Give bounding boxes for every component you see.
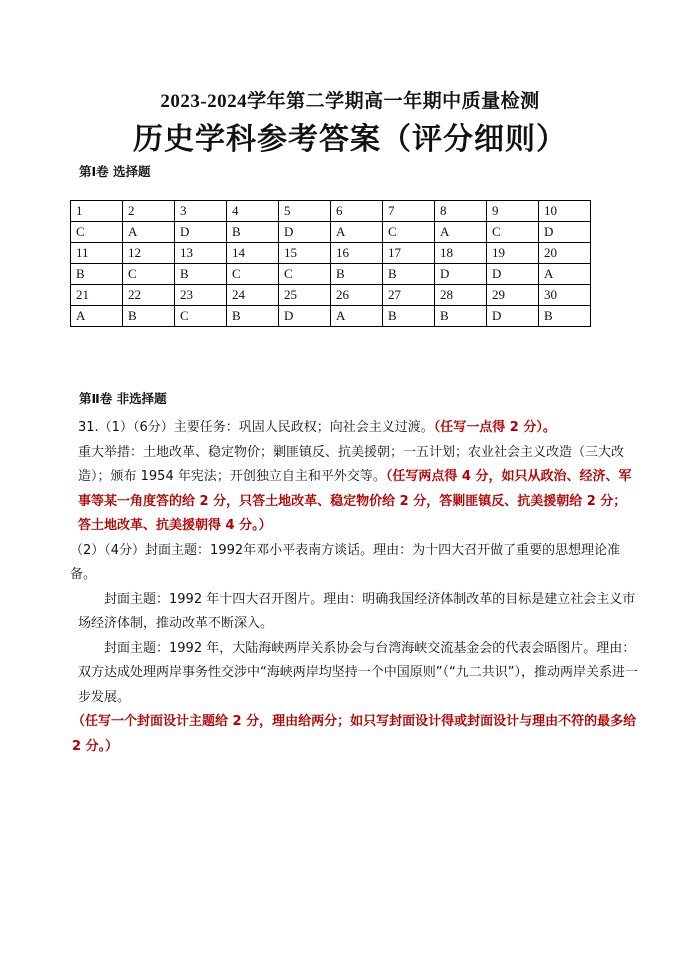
document-title: 历史学科参考答案（评分细则） — [133, 122, 567, 157]
question-number-cell: 26 — [331, 285, 383, 306]
answer-cell: B — [227, 222, 279, 243]
question-number-cell: 29 — [487, 285, 539, 306]
answer-cell: A — [71, 306, 123, 327]
q31-part1-text: 31.（1）（6分）主要任务：巩固人民政权；向社会主义过渡。 — [78, 420, 434, 435]
question-number-cell: 27 — [383, 285, 435, 306]
answer-cell: B — [123, 306, 175, 327]
answer-cell: D — [279, 306, 331, 327]
question-number-cell: 21 — [71, 285, 123, 306]
q31-part2-scoring-note: （任写一个封面设计主题给 2 分，理由给两分；如只写封面设计得或封面设计与理由不符的最多给 2 分。） — [72, 714, 637, 754]
question-number-cell: 16 — [331, 243, 383, 264]
answer-cell: B — [383, 264, 435, 285]
question-number-cell: 9 — [487, 201, 539, 222]
question-number-cell: 14 — [227, 243, 279, 264]
answer-row — [71, 222, 591, 243]
answer-cell: D — [175, 222, 227, 243]
question-number-cell: 2 — [123, 201, 175, 222]
question-number-cell: 30 — [539, 285, 591, 306]
question-number-cell: 19 — [487, 243, 539, 264]
answer-cell: B — [383, 306, 435, 327]
question-number-cell: 20 — [539, 243, 591, 264]
q31-part1-measures-text: 重大举措：土地改革、稳定物价；剿匪镇反、抗美援朝；一五计划；农业社会主义改造（三大改造）；颁布 1954 年宪法；开创独立自主和平外交等。 — [78, 444, 625, 484]
q31-part2-option-c: 封面主题：1992 年，大陆海峡两岸关系协会与台湾海峡交流基金会的代表会晤图片。理由：双方达成处理两岸事务性交涉中“海峡两岸均坚持一个中国原则”（“九二共识”），推动两岸关系进一步发展。 — [78, 640, 638, 705]
answer-cell: C — [227, 264, 279, 285]
answer-cell: A — [435, 222, 487, 243]
answer-cell: C — [175, 306, 227, 327]
question-number-row — [71, 201, 591, 222]
answer-cell: B — [227, 306, 279, 327]
question-number-cell: 22 — [123, 285, 175, 306]
question-number-cell: 17 — [383, 243, 435, 264]
answer-row — [71, 264, 591, 285]
section-2-heading: 第Ⅱ卷 非选择题 — [79, 391, 167, 406]
answer-cell: D — [435, 264, 487, 285]
question-number-cell: 5 — [279, 201, 331, 222]
q31-part2-option-b: 封面主题：1992 年十四大召开图片。理由：明确我国经济体制改革的目标是建立社会主义市场经济体制，推动改革不断深入。 — [78, 591, 636, 631]
question-number-cell: 6 — [331, 201, 383, 222]
q31-part1-task — [78, 416, 638, 441]
answer-cell: C — [123, 264, 175, 285]
answer-cell: A — [331, 306, 383, 327]
answer-cell: C — [383, 222, 435, 243]
section-1-heading: 第Ⅰ卷 选择题 — [79, 164, 151, 179]
question-number-cell: 3 — [175, 201, 227, 222]
question-number-cell: 8 — [435, 201, 487, 222]
answer-cell: B — [435, 306, 487, 327]
answer-cell: B — [71, 264, 123, 285]
answer-cell: D — [487, 264, 539, 285]
answer-cell: C — [487, 222, 539, 243]
q31-part2-option-a: （2）（4分）封面主题：1992年邓小平表南方谈话。理由：为十四大召开做了重要的思想理论准备。 — [70, 542, 621, 582]
answer-row — [71, 306, 591, 327]
q31-part1-scoring-note: （任写一点得 2 分）。 — [433, 420, 556, 435]
question-number-cell: 25 — [279, 285, 331, 306]
answer-cell: D — [539, 222, 591, 243]
question-number-cell: 7 — [383, 201, 435, 222]
question-number-row — [71, 243, 591, 264]
answer-cell: B — [539, 306, 591, 327]
question-number-cell: 18 — [435, 243, 487, 264]
question-number-cell: 23 — [175, 285, 227, 306]
question-number-cell: 1 — [71, 201, 123, 222]
question-number-cell: 11 — [71, 243, 123, 264]
question-number-cell: 13 — [175, 243, 227, 264]
question-number-row — [71, 285, 591, 306]
question-number-cell: 10 — [539, 201, 591, 222]
answer-cell: D — [487, 306, 539, 327]
choice-answer-table — [70, 200, 591, 327]
answer-cell: C — [71, 222, 123, 243]
answer-cell: A — [331, 222, 383, 243]
essay-answers — [70, 416, 638, 759]
question-number-cell: 15 — [279, 243, 331, 264]
question-number-cell: 28 — [435, 285, 487, 306]
question-number-cell: 24 — [227, 285, 279, 306]
answer-cell: A — [539, 264, 591, 285]
answer-cell: A — [123, 222, 175, 243]
q31-part1-measures — [78, 441, 638, 539]
question-number-cell: 12 — [123, 243, 175, 264]
answer-cell: B — [331, 264, 383, 285]
answer-cell: B — [175, 264, 227, 285]
question-number-cell: 4 — [227, 201, 279, 222]
answer-cell: D — [279, 222, 331, 243]
exam-title: 2023-2024学年第二学期高一年期中质量检测 — [160, 91, 540, 112]
q31-part1-measures-scoring-note: （任写两点得 4 分，如只从政治、经济、军事等某一角度答的给 2 分，只答土地改革、稳定物价给 2 分，答剿匪镇反、抗美援朝给 2 分；答土地改革、抗美援朝得 4 分。） — [78, 469, 632, 533]
answer-cell: C — [279, 264, 331, 285]
